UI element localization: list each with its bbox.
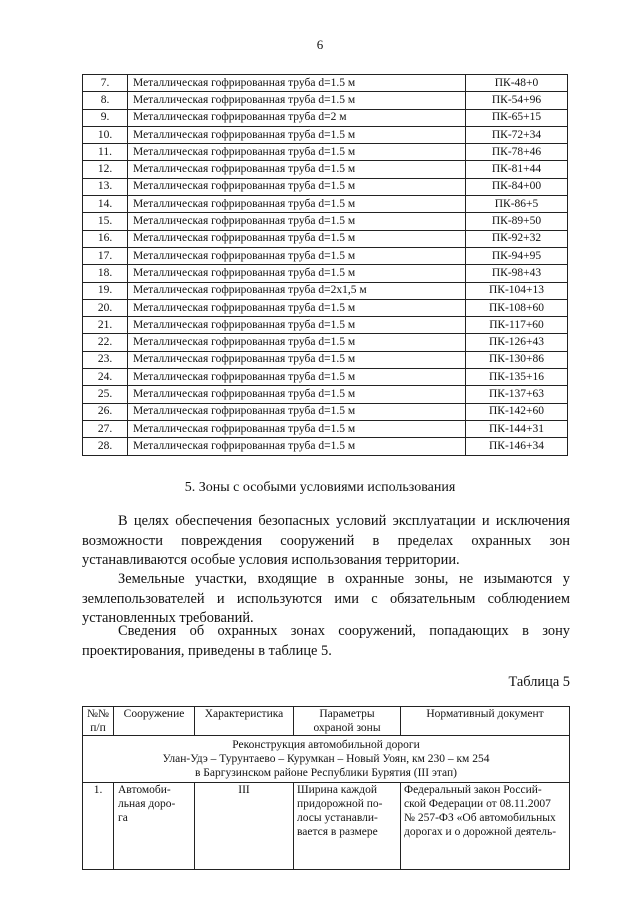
row-name: Металлическая гофрированная труба d=1.5 м (128, 247, 466, 264)
row-number: 20. (83, 299, 128, 316)
row-name: Металлическая гофрированная труба d=1.5 м (128, 230, 466, 247)
header-characteristic: Характеристика (195, 707, 294, 736)
table-row (83, 230, 568, 247)
row-picket: ПК-54+96 (466, 92, 568, 109)
row-number: 16. (83, 230, 128, 247)
row-picket: ПК-142+60 (466, 403, 568, 420)
row-number: 26. (83, 403, 128, 420)
page-number: 6 (316, 37, 324, 52)
row-name: Металлическая гофрированная труба d=1.5 м (128, 299, 466, 316)
table-row (83, 299, 568, 316)
row-name: Металлическая гофрированная труба d=1.5 м (128, 369, 466, 386)
row-picket: ПК-135+16 (466, 369, 568, 386)
row-number: 10. (83, 126, 128, 143)
row-picket: ПК-137+63 (466, 386, 568, 403)
header-normative: Нормативный документ (401, 707, 570, 736)
row-picket: ПК-84+00 (466, 178, 568, 195)
project-title: Реконструкция автомобильной дороги Улан-Удэ – Турунтаево – Курумкан – Новый Уоян, км 230 – км 254 в Баргузинском районе Республики Бурятия (III этап) (83, 736, 570, 783)
table-row (83, 282, 568, 299)
row-name: Металлическая гофрированная труба d=1.5 м (128, 126, 466, 143)
row-name: Металлическая гофрированная труба d=1.5 м (128, 196, 466, 213)
row-name: Металлическая гофрированная труба d=1.5 м (128, 438, 466, 455)
row-number: 18. (83, 265, 128, 282)
row-picket: ПК-78+46 (466, 144, 568, 161)
row-number: 28. (83, 438, 128, 455)
table-row (83, 386, 568, 403)
row-picket: ПК-48+0 (466, 75, 568, 92)
row-name: Металлическая гофрированная труба d=1.5 м (128, 386, 466, 403)
row-name: Металлическая гофрированная труба d=1.5 м (128, 161, 466, 178)
row-name: Металлическая гофрированная труба d=2 м (128, 109, 466, 126)
table-row (83, 196, 568, 213)
row-picket: ПК-117+60 (466, 317, 568, 334)
row-name: Металлическая гофрированная труба d=1.5 м (128, 92, 466, 109)
section-heading: 5. Зоны с особыми условиями использования (184, 480, 456, 495)
table-5-label: Таблица 5 (508, 674, 570, 690)
protection-zones-table (82, 706, 570, 870)
header-num: №№ п/п (83, 707, 114, 736)
row-name: Металлическая гофрированная труба d=1.5 м (128, 213, 466, 230)
table-row (83, 92, 568, 109)
table-row (83, 334, 568, 351)
row-name: Металлическая гофрированная труба d=1.5 м (128, 178, 466, 195)
row-picket: ПК-72+34 (466, 126, 568, 143)
table-row (83, 783, 570, 870)
row-structure: Автомоби- льная доро- га (114, 783, 195, 870)
row-num: 1. (83, 783, 114, 870)
table-row (83, 420, 568, 437)
table-row (83, 126, 568, 143)
row-picket: ПК-146+34 (466, 438, 568, 455)
row-name: Металлическая гофрированная труба d=1.5 м (128, 403, 466, 420)
row-name: Металлическая гофрированная труба d=1.5 м (128, 317, 466, 334)
row-picket: ПК-126+43 (466, 334, 568, 351)
table-row (83, 178, 568, 195)
table-row (83, 265, 568, 282)
row-name: Металлическая гофрированная труба d=1.5 м (128, 420, 466, 437)
row-number: 7. (83, 75, 128, 92)
table-row (83, 369, 568, 386)
row-number: 12. (83, 161, 128, 178)
row-picket: ПК-92+32 (466, 230, 568, 247)
row-number: 24. (83, 369, 128, 386)
row-picket: ПК-86+5 (466, 196, 568, 213)
row-name: Металлическая гофрированная труба d=2x1,5 м (128, 282, 466, 299)
row-number: 15. (83, 213, 128, 230)
row-name: Металлическая гофрированная труба d=1.5 м (128, 334, 466, 351)
row-number: 8. (83, 92, 128, 109)
culverts-table (82, 74, 568, 456)
row-number: 13. (83, 178, 128, 195)
table-row (83, 75, 568, 92)
row-picket: ПК-104+13 (466, 282, 568, 299)
row-number: 23. (83, 351, 128, 368)
row-number: 19. (83, 282, 128, 299)
row-characteristic: III (195, 783, 294, 870)
row-picket: ПК-81+44 (466, 161, 568, 178)
paragraph-table-reference: Сведения об охранных зонах сооружений, попадающих в зону проектирования, приведены в таблице 5. (82, 623, 570, 659)
row-number: 25. (83, 386, 128, 403)
table-row (83, 317, 568, 334)
row-picket: ПК-94+95 (466, 247, 568, 264)
row-name: Металлическая гофрированная труба d=1.5 м (128, 265, 466, 282)
row-picket: ПК-65+15 (466, 109, 568, 126)
row-number: 11. (83, 144, 128, 161)
table-row (83, 351, 568, 368)
header-structure: Сооружение (114, 707, 195, 736)
table-row (83, 144, 568, 161)
row-normative: Федеральный закон Россий- ской Федерации от 08.11.2007 № 257-ФЗ «Об автомобильных дорогах и о дорожной деятель- (401, 783, 570, 870)
table-row (83, 438, 568, 455)
paragraph-land-plots: Земельные участки, входящие в охранные зоны, не изымаются у землепользователей и используются ими с обязательным соблюдением установленных требований. (82, 571, 570, 626)
table-row (83, 213, 568, 230)
project-title-row (83, 736, 570, 783)
row-number: 17. (83, 247, 128, 264)
row-name: Металлическая гофрированная труба d=1.5 м (128, 144, 466, 161)
table-row (83, 247, 568, 264)
table-row (83, 109, 568, 126)
header-params: Параметры охраной зоны (294, 707, 401, 736)
row-name: Металлическая гофрированная труба d=1.5 м (128, 351, 466, 368)
row-number: 27. (83, 420, 128, 437)
table-header-row (83, 707, 570, 736)
paragraph-safety-conditions: В целях обеспечения безопасных условий эксплуатации и исключения возможности повреждения сооружений в пределах охранных зон устанавливаются особые условия использования территории. (82, 513, 570, 568)
table-row (83, 403, 568, 420)
row-number: 9. (83, 109, 128, 126)
row-params: Ширина каждой придорожной по- лосы устанавли- вается в размере (294, 783, 401, 870)
table-row (83, 161, 568, 178)
row-picket: ПК-98+43 (466, 265, 568, 282)
row-picket: ПК-144+31 (466, 420, 568, 437)
row-number: 21. (83, 317, 128, 334)
row-number: 14. (83, 196, 128, 213)
row-picket: ПК-108+60 (466, 299, 568, 316)
row-picket: ПК-130+86 (466, 351, 568, 368)
row-number: 22. (83, 334, 128, 351)
row-picket: ПК-89+50 (466, 213, 568, 230)
row-name: Металлическая гофрированная труба d=1.5 м (128, 75, 466, 92)
